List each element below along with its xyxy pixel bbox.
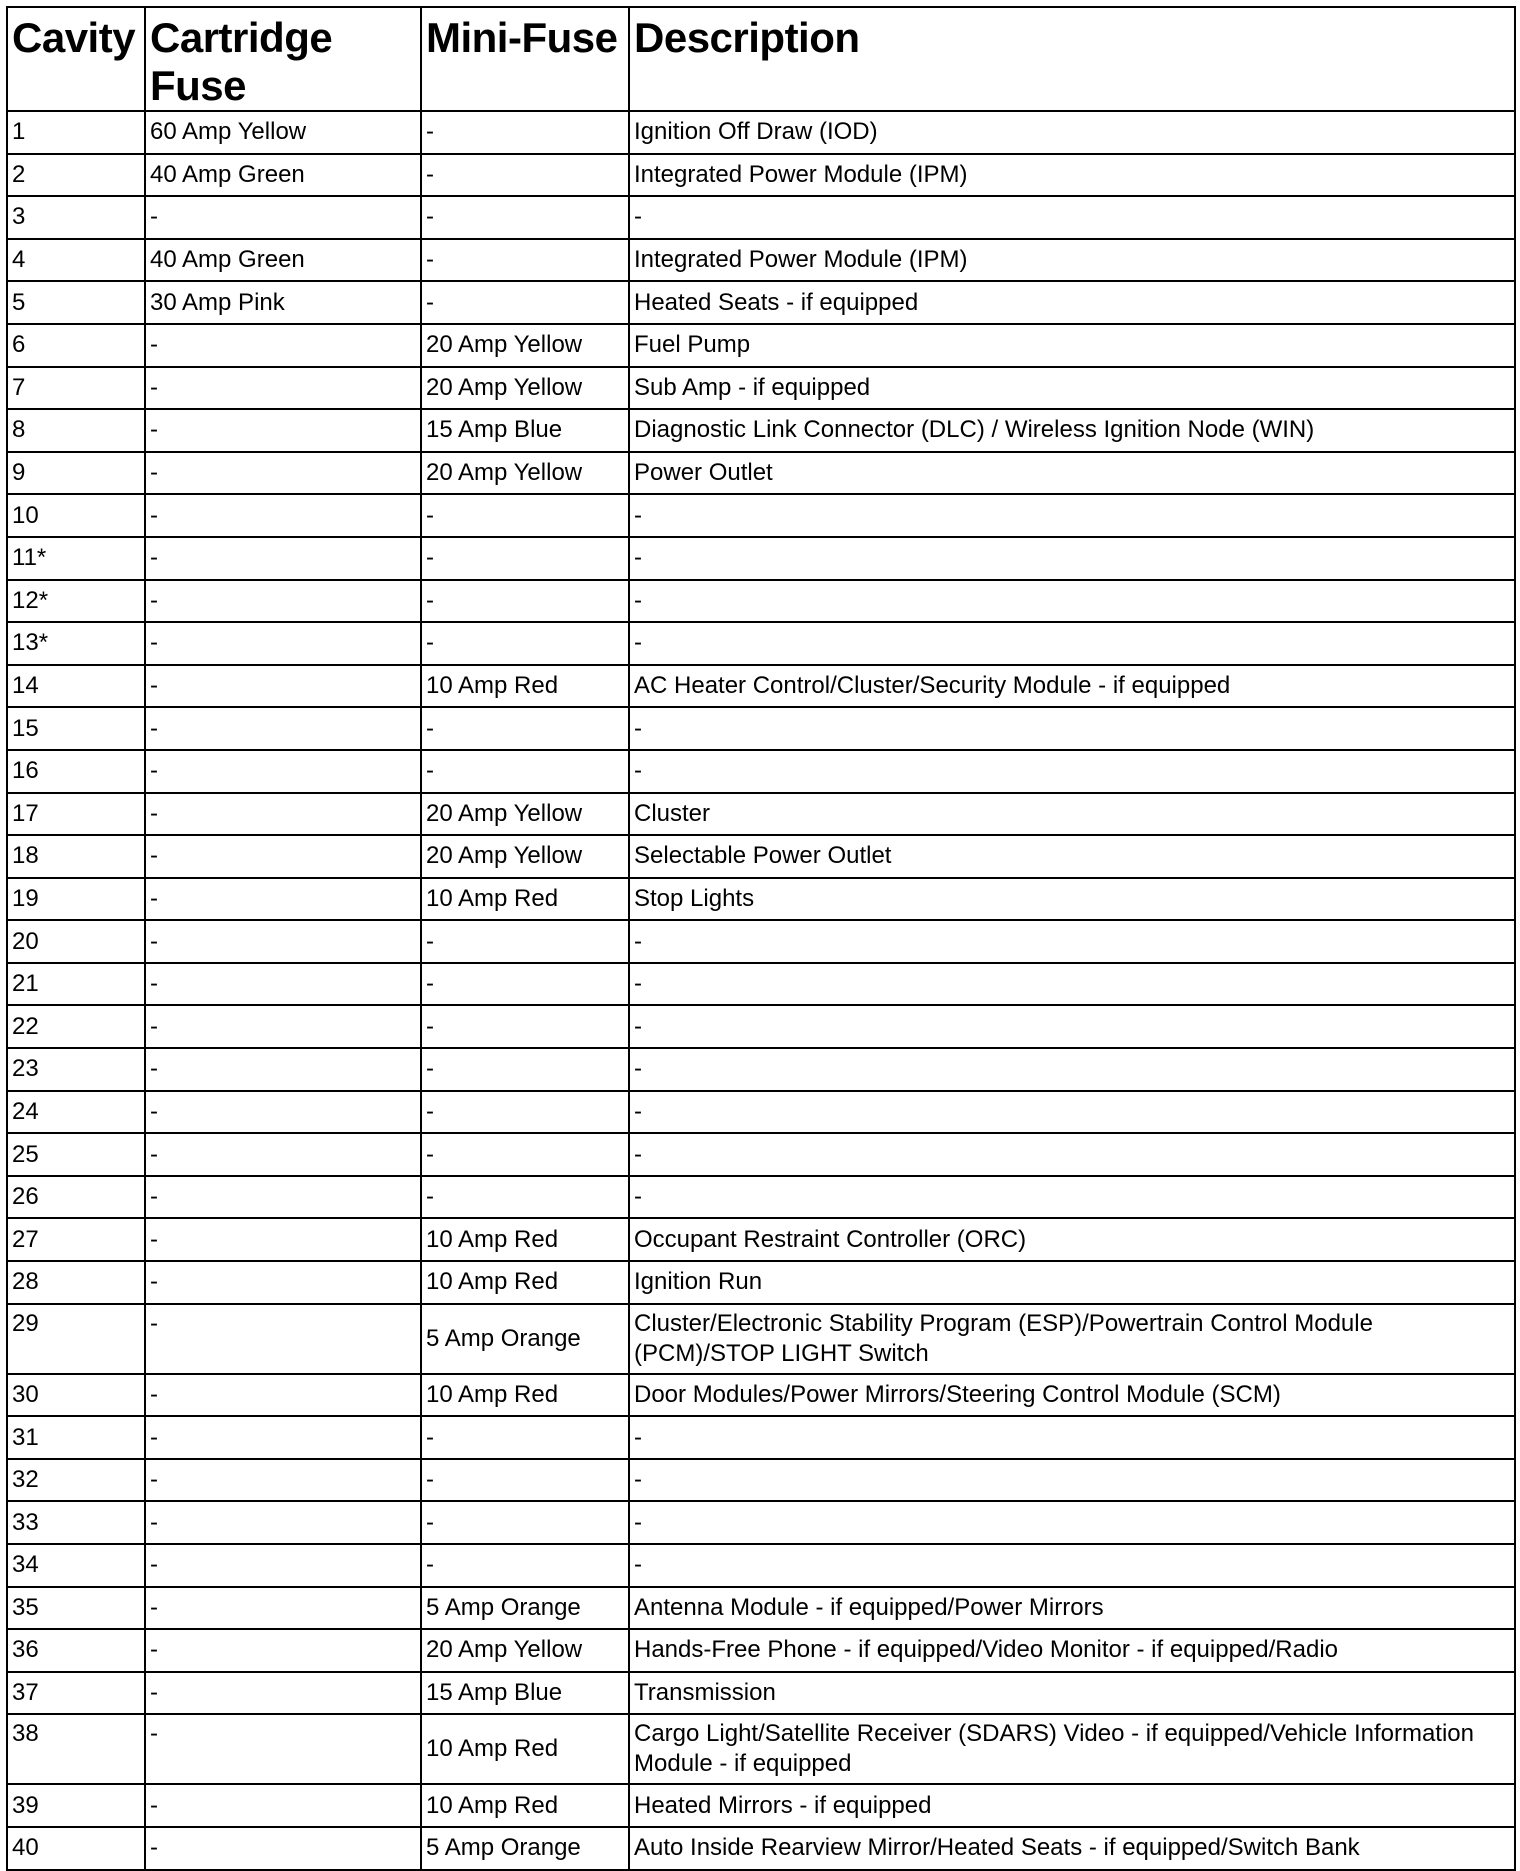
cavity-cell: 3 [7,196,145,239]
mini-fuse-cell: - [421,580,629,623]
table-row [7,239,1515,282]
description-cell: - [629,1133,1515,1176]
mini-fuse-cell: - [421,707,629,750]
mini-fuse-cell: - [421,1048,629,1091]
table-row [7,111,1515,154]
fuse-table [6,6,1516,1871]
cavity-cell: 32 [7,1459,145,1502]
cartridge-fuse-cell: - [145,622,421,665]
description-cell: Stop Lights [629,878,1515,921]
table-row [7,1005,1515,1048]
mini-fuse-cell: - [421,537,629,580]
cavity-cell: 25 [7,1133,145,1176]
cartridge-fuse-cell: - [145,1544,421,1587]
cartridge-fuse-cell: - [145,367,421,410]
description-cell: AC Heater Control/Cluster/Security Module - if equipped [629,665,1515,708]
mini-fuse-cell: 15 Amp Blue [421,1672,629,1715]
description-cell: Antenna Module - if equipped/Power Mirrors [629,1587,1515,1630]
mini-fuse-cell: 20 Amp Yellow [421,367,629,410]
table-row [7,452,1515,495]
cavity-cell: 13* [7,622,145,665]
cavity-cell: 16 [7,750,145,793]
cavity-cell: 4 [7,239,145,282]
table-row [7,1459,1515,1502]
cartridge-fuse-cell: - [145,1218,421,1261]
cartridge-fuse-cell: 40 Amp Green [145,239,421,282]
cavity-cell: 17 [7,793,145,836]
cartridge-fuse-cell: - [145,1501,421,1544]
cavity-cell: 9 [7,452,145,495]
table-row [7,324,1515,367]
mini-fuse-cell: - [421,111,629,154]
table-row [7,793,1515,836]
description-cell: - [629,1005,1515,1048]
description-cell: Transmission [629,1672,1515,1715]
mini-fuse-cell: 10 Amp Red [421,1261,629,1304]
description-cell: - [629,963,1515,1006]
mini-fuse-cell: 20 Amp Yellow [421,835,629,878]
cartridge-fuse-cell: - [145,1629,421,1672]
table-row [7,409,1515,452]
cartridge-fuse-cell: - [145,750,421,793]
cavity-cell: 30 [7,1374,145,1417]
description-cell: Fuel Pump [629,324,1515,367]
table-row [7,1261,1515,1304]
table-row [7,750,1515,793]
cartridge-fuse-cell: - [145,793,421,836]
mini-fuse-cell: - [421,622,629,665]
cavity-cell: 40 [7,1827,145,1870]
table-row [7,878,1515,921]
cartridge-fuse-cell: - [145,1005,421,1048]
description-cell: Cluster/Electronic Stability Program (ESP)/Powertrain Control Module (PCM)/STOP LIGHT Switch [629,1304,1515,1374]
table-row [7,665,1515,708]
cavity-cell: 26 [7,1176,145,1219]
mini-fuse-cell: - [421,1133,629,1176]
cavity-cell: 21 [7,963,145,1006]
table-row [7,580,1515,623]
cavity-cell: 6 [7,324,145,367]
cavity-cell: 34 [7,1544,145,1587]
description-cell: - [629,1176,1515,1219]
cartridge-fuse-cell: - [145,1587,421,1630]
cavity-cell: 7 [7,367,145,410]
mini-fuse-cell: 10 Amp Red [421,1714,629,1784]
cartridge-fuse-cell: - [145,1672,421,1715]
header-description: Description [629,7,1515,111]
table-row [7,1048,1515,1091]
table-row [7,963,1515,1006]
table-row [7,1304,1515,1374]
cavity-cell: 12* [7,580,145,623]
cavity-cell: 18 [7,835,145,878]
description-cell: - [629,622,1515,665]
cartridge-fuse-cell: - [145,1091,421,1134]
description-cell: Integrated Power Module (IPM) [629,239,1515,282]
description-cell: Cluster [629,793,1515,836]
description-cell: Selectable Power Outlet [629,835,1515,878]
table-row [7,1587,1515,1630]
cavity-cell: 11* [7,537,145,580]
cavity-cell: 24 [7,1091,145,1134]
table-row [7,1784,1515,1827]
cartridge-fuse-cell: - [145,196,421,239]
mini-fuse-cell: 5 Amp Orange [421,1587,629,1630]
mini-fuse-cell: 20 Amp Yellow [421,793,629,836]
description-cell: - [629,1091,1515,1134]
cavity-cell: 35 [7,1587,145,1630]
description-cell: Occupant Restraint Controller (ORC) [629,1218,1515,1261]
description-cell: Integrated Power Module (IPM) [629,154,1515,197]
table-header [7,7,1515,111]
cavity-cell: 36 [7,1629,145,1672]
mini-fuse-cell: - [421,1416,629,1459]
cavity-cell: 31 [7,1416,145,1459]
table-row [7,1714,1515,1784]
table-row [7,367,1515,410]
header-cartridge-fuse: Cartridge Fuse [145,7,421,111]
description-cell: Ignition Run [629,1261,1515,1304]
mini-fuse-cell: - [421,494,629,537]
cavity-cell: 15 [7,707,145,750]
mini-fuse-cell: - [421,1459,629,1502]
cavity-cell: 33 [7,1501,145,1544]
mini-fuse-cell: - [421,196,629,239]
cartridge-fuse-cell: - [145,1304,421,1374]
mini-fuse-cell: - [421,281,629,324]
description-cell: - [629,196,1515,239]
cavity-cell: 37 [7,1672,145,1715]
cavity-cell: 27 [7,1218,145,1261]
description-cell: - [629,1544,1515,1587]
cartridge-fuse-cell: - [145,452,421,495]
cartridge-fuse-cell: - [145,1416,421,1459]
cavity-cell: 10 [7,494,145,537]
mini-fuse-cell: 5 Amp Orange [421,1304,629,1374]
table-row [7,1374,1515,1417]
cartridge-fuse-cell: - [145,409,421,452]
table-row [7,1544,1515,1587]
cartridge-fuse-cell: - [145,1827,421,1870]
cartridge-fuse-cell: - [145,1261,421,1304]
cavity-cell: 29 [7,1304,145,1374]
table-row [7,1133,1515,1176]
cartridge-fuse-cell: - [145,1714,421,1784]
cartridge-fuse-cell: - [145,1374,421,1417]
cartridge-fuse-cell: - [145,835,421,878]
cartridge-fuse-cell: - [145,1176,421,1219]
mini-fuse-cell: - [421,239,629,282]
cartridge-fuse-cell: 40 Amp Green [145,154,421,197]
cartridge-fuse-cell: - [145,1784,421,1827]
table-row [7,1629,1515,1672]
cavity-cell: 23 [7,1048,145,1091]
description-cell: Cargo Light/Satellite Receiver (SDARS) Video - if equipped/Vehicle Information Module - if equipped [629,1714,1515,1784]
table-row [7,281,1515,324]
mini-fuse-cell: - [421,1501,629,1544]
cartridge-fuse-cell: - [145,963,421,1006]
cartridge-fuse-cell: - [145,707,421,750]
cavity-cell: 22 [7,1005,145,1048]
cartridge-fuse-cell: - [145,1459,421,1502]
description-cell: Heated Seats - if equipped [629,281,1515,324]
cavity-cell: 38 [7,1714,145,1784]
table-row [7,196,1515,239]
mini-fuse-cell: 5 Amp Orange [421,1827,629,1870]
table-row [7,1416,1515,1459]
mini-fuse-cell: 10 Amp Red [421,1374,629,1417]
mini-fuse-cell: - [421,750,629,793]
description-cell: Sub Amp - if equipped [629,367,1515,410]
mini-fuse-cell: - [421,963,629,1006]
table-row [7,707,1515,750]
description-cell: Door Modules/Power Mirrors/Steering Control Module (SCM) [629,1374,1515,1417]
mini-fuse-cell: - [421,1005,629,1048]
cartridge-fuse-cell: - [145,1133,421,1176]
description-cell: - [629,1048,1515,1091]
cartridge-fuse-cell: - [145,580,421,623]
cartridge-fuse-cell: - [145,324,421,367]
mini-fuse-cell: 10 Amp Red [421,1784,629,1827]
cartridge-fuse-cell: - [145,537,421,580]
cavity-cell: 19 [7,878,145,921]
description-cell: - [629,580,1515,623]
description-cell: Ignition Off Draw (IOD) [629,111,1515,154]
cartridge-fuse-cell: - [145,665,421,708]
mini-fuse-cell: - [421,1091,629,1134]
table-body [7,111,1515,1870]
table-row [7,537,1515,580]
cavity-cell: 8 [7,409,145,452]
table-row [7,1176,1515,1219]
cavity-cell: 2 [7,154,145,197]
mini-fuse-cell: 20 Amp Yellow [421,452,629,495]
description-cell: - [629,494,1515,537]
cavity-cell: 20 [7,920,145,963]
mini-fuse-cell: - [421,1544,629,1587]
table-row [7,1672,1515,1715]
cavity-cell: 28 [7,1261,145,1304]
header-row [7,7,1515,111]
description-cell: - [629,1459,1515,1502]
cavity-cell: 5 [7,281,145,324]
mini-fuse-cell: - [421,154,629,197]
mini-fuse-cell: 20 Amp Yellow [421,324,629,367]
description-cell: Hands-Free Phone - if equipped/Video Monitor - if equipped/Radio [629,1629,1515,1672]
description-cell: - [629,920,1515,963]
description-cell: - [629,750,1515,793]
mini-fuse-cell: 10 Amp Red [421,878,629,921]
description-cell: Power Outlet [629,452,1515,495]
cartridge-fuse-cell: 60 Amp Yellow [145,111,421,154]
table-row [7,835,1515,878]
table-row [7,154,1515,197]
mini-fuse-cell: 10 Amp Red [421,1218,629,1261]
mini-fuse-cell: - [421,1176,629,1219]
cartridge-fuse-cell: - [145,1048,421,1091]
description-cell: Auto Inside Rearview Mirror/Heated Seats - if equipped/Switch Bank [629,1827,1515,1870]
mini-fuse-cell: 10 Amp Red [421,665,629,708]
mini-fuse-cell: 20 Amp Yellow [421,1629,629,1672]
table-row [7,1501,1515,1544]
mini-fuse-cell: 15 Amp Blue [421,409,629,452]
description-cell: - [629,1501,1515,1544]
cavity-cell: 14 [7,665,145,708]
mini-fuse-cell: - [421,920,629,963]
table-row [7,1091,1515,1134]
description-cell: - [629,707,1515,750]
header-mini-fuse: Mini-Fuse [421,7,629,111]
cavity-cell: 39 [7,1784,145,1827]
cartridge-fuse-cell: - [145,920,421,963]
cartridge-fuse-cell: - [145,494,421,537]
table-row [7,920,1515,963]
description-cell: Heated Mirrors - if equipped [629,1784,1515,1827]
table-row [7,1218,1515,1261]
table-row [7,494,1515,537]
table-row [7,622,1515,665]
cartridge-fuse-cell: - [145,878,421,921]
description-cell: - [629,1416,1515,1459]
header-cavity: Cavity [7,7,145,111]
description-cell: Diagnostic Link Connector (DLC) / Wireless Ignition Node (WIN) [629,409,1515,452]
table-row [7,1827,1515,1870]
cavity-cell: 1 [7,111,145,154]
description-cell: - [629,537,1515,580]
cartridge-fuse-cell: 30 Amp Pink [145,281,421,324]
